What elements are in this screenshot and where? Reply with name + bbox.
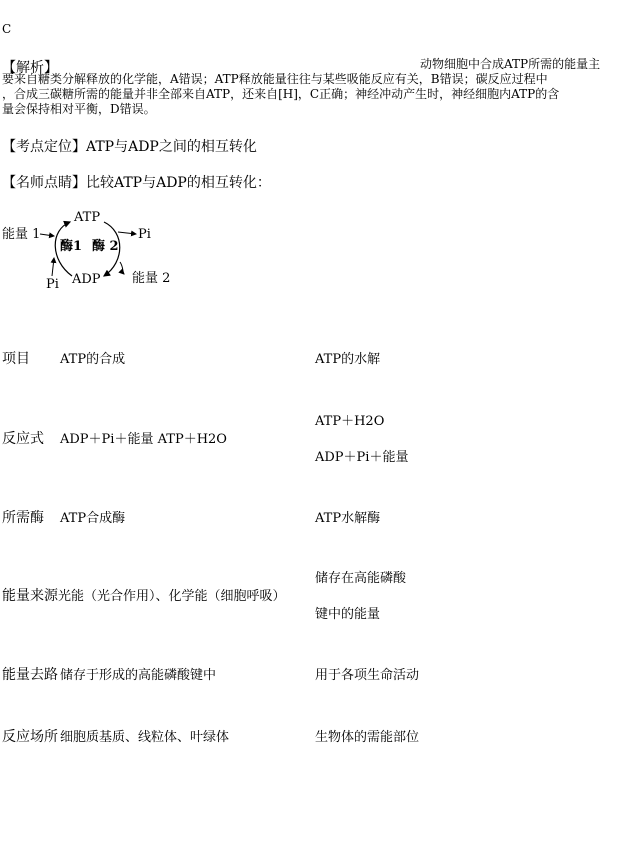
energy1-label: 能量 1: [2, 227, 41, 242]
pi-out-arrow: [118, 232, 136, 234]
table-cell-hydrolysis-line1: 储存在高能磷酸: [315, 571, 407, 586]
table-cell-hydrolysis: ATP的水解: [315, 352, 381, 367]
table-cell-hydrolysis-line2: 键中的能量: [315, 607, 381, 622]
kaodian-heading: 【考点定位】ATP与ADP之间的相互转化: [2, 139, 257, 155]
table-cell-hydrolysis: 生物体的需能部位: [315, 730, 420, 745]
pi-in-label: Pi: [46, 277, 59, 292]
table-row-label: 项目: [2, 351, 30, 367]
table-cell-synthesis: ADP＋Pi＋能量 ATP＋H2O: [60, 432, 227, 447]
table-cell-hydrolysis-line1: ATP＋H2O: [315, 414, 385, 429]
table-cell-hydrolysis: ATP水解酶: [315, 511, 381, 526]
atp-label: ATP: [74, 210, 101, 225]
table-row-label: 所需酶: [2, 510, 44, 526]
table-cell-synthesis: ATP合成酶: [60, 511, 126, 526]
mingshi-heading: 【名师点睛】比较ATP与ADP的相互转化：: [2, 175, 271, 191]
energy2-arrow: [120, 262, 124, 274]
adp-label: ADP: [72, 272, 101, 287]
table-row-label: 反应式: [2, 431, 44, 447]
table-cell-synthesis: 光能（光合作用）、化学能（细胞呼吸）: [58, 589, 286, 604]
pi-out-label: Pi: [138, 227, 151, 242]
energy2-label: 能量 2: [132, 271, 171, 286]
analysis-line-3: ，合成三碳糖所需的能量并非全部来自ATP，还来自[H]，C正确；神经冲动产生时，神经细胞内ATP的含: [2, 87, 560, 101]
analysis-heading: 【解析】: [2, 60, 58, 76]
table-row-label: 能量来源: [2, 588, 58, 604]
energy1-arrow: [40, 234, 54, 236]
table-cell-hydrolysis: 用于各项生命活动: [315, 668, 420, 683]
table-cell-synthesis: 储存于形成的高能磷酸键中: [60, 668, 217, 683]
enzyme1-label: 酶1: [60, 239, 83, 254]
analysis-line-4: 量会保持相对平衡，D错误。: [2, 102, 156, 116]
table-cell-hydrolysis-line2: ADP＋Pi＋能量: [315, 450, 409, 465]
table-row-label: 能量去路: [2, 667, 58, 683]
table-cell-synthesis: ATP的合成: [60, 352, 126, 367]
analysis-line-1: 动物细胞中合成ATP所需的能量主: [420, 57, 601, 71]
atp-adp-cycle-diagram: [0, 200, 200, 300]
answer-letter: C: [2, 22, 12, 36]
table-row-label: 反应场所: [2, 729, 58, 745]
pi-in-arrow: [52, 258, 54, 276]
enzyme2-label: 酶 2: [92, 239, 119, 254]
analysis-line-2: 要来自糖类分解释放的化学能，A错误；ATP释放能量往往与某些吸能反应有关，B错误；碳反应过程中: [2, 72, 548, 86]
table-cell-synthesis: 细胞质基质、线粒体、叶绿体: [60, 730, 230, 745]
